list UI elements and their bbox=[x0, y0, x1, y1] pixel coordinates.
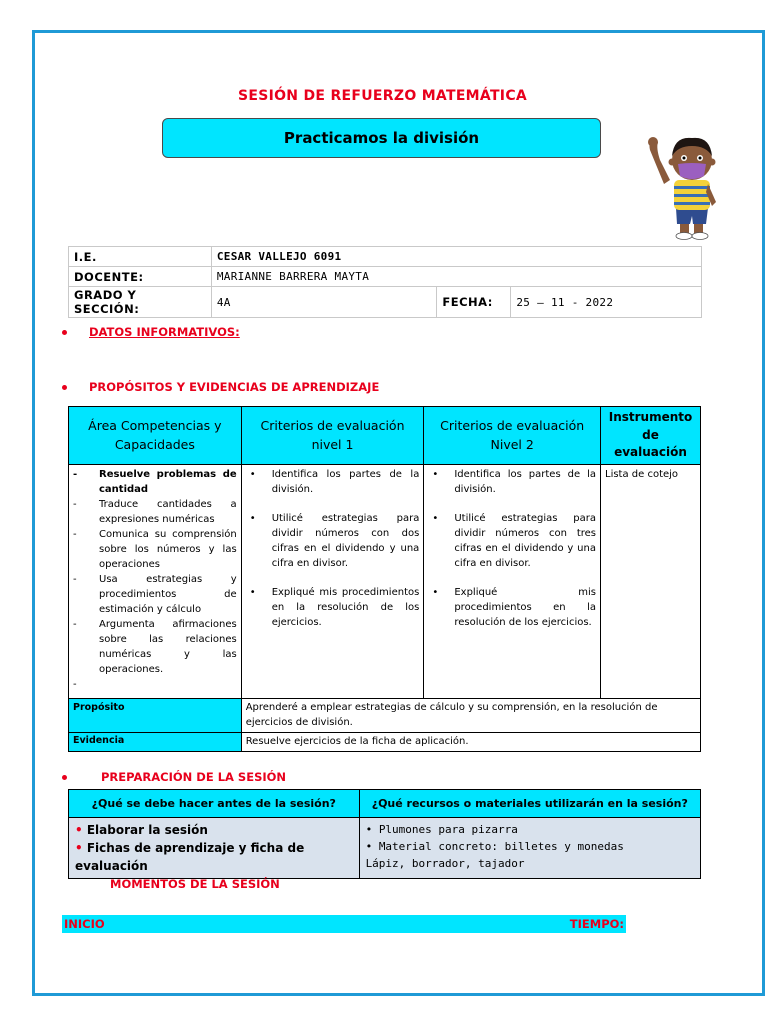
list-item: • Expliqué mis procedimientos en la resolución de los ejercicios. bbox=[246, 585, 420, 630]
proposito-label: Propósito bbox=[69, 699, 242, 733]
nivel2-cell bbox=[424, 465, 601, 699]
list-item: - Resuelve problemas de cantidad bbox=[73, 467, 237, 497]
waving-boy-illustration bbox=[644, 128, 728, 240]
table-row bbox=[69, 465, 701, 699]
list-item: • Utilicé estrategias para dividir números con tres cifras en el dividendo y una cifra en divisor. bbox=[428, 511, 596, 571]
info-table bbox=[68, 246, 702, 318]
nivel2-list bbox=[428, 467, 596, 630]
instrumento-cell: Lista de cotejo bbox=[601, 465, 701, 699]
table-row bbox=[69, 818, 701, 879]
table-row bbox=[69, 790, 701, 818]
evidencia-text: Resuelve ejercicios de la ficha de aplicación. bbox=[241, 733, 700, 752]
propositos-table bbox=[68, 406, 701, 752]
section-datos bbox=[62, 325, 240, 339]
table-row bbox=[69, 247, 702, 267]
bullet-icon bbox=[62, 775, 67, 780]
bullet-icon bbox=[62, 330, 67, 335]
list-item: • Elaborar la sesión bbox=[75, 823, 208, 837]
evidencia-label: Evidencia bbox=[69, 733, 242, 752]
list-item: • Identifica los partes de la división. bbox=[246, 467, 420, 497]
table-row bbox=[69, 267, 702, 287]
list-item: • Identifica los partes de la división. bbox=[428, 467, 596, 497]
section-propositos-label: PROPÓSITOS Y EVIDENCIAS DE APRENDIZAJE bbox=[89, 380, 380, 394]
grado-value: 4A bbox=[211, 287, 437, 318]
header-competencias: Área Competencias y Capacidades bbox=[69, 407, 242, 465]
section-momentos: MOMENTOS DE LA SESIÓN bbox=[110, 877, 280, 891]
nivel1-list bbox=[246, 467, 420, 630]
header-instrumento: Instrumento de evaluación bbox=[601, 407, 701, 465]
list-item: • Plumones para pizarra bbox=[365, 823, 518, 836]
section-preparacion-label: PREPARACIÓN DE LA SESIÓN bbox=[101, 770, 287, 784]
antes-cell bbox=[69, 818, 360, 879]
list-item: - Comunica su comprensión sobre los números y las operaciones bbox=[73, 527, 237, 572]
header-recursos: ¿Qué recursos o materiales utilizarán en la sesión? bbox=[359, 790, 700, 818]
table-row bbox=[69, 287, 702, 318]
preparacion-table bbox=[68, 789, 701, 879]
table-row bbox=[69, 733, 701, 752]
competencias-list bbox=[73, 467, 237, 677]
header-antes: ¿Qué se debe hacer antes de la sesión? bbox=[69, 790, 360, 818]
bullet-icon bbox=[62, 385, 67, 390]
nivel1-cell bbox=[241, 465, 424, 699]
section-propositos bbox=[62, 380, 379, 394]
recursos-cell bbox=[359, 818, 700, 879]
fecha-value: 25 – 11 - 2022 bbox=[511, 287, 702, 318]
docente-value: MARIANNE BARRERA MAYTA bbox=[211, 267, 701, 287]
proposito-text: Aprenderé a emplear estrategias de cálculo y su comprensión, en la resolución de ejercicios de división. bbox=[241, 699, 700, 733]
section-preparacion bbox=[62, 770, 286, 784]
list-item: - Usa estrategias y procedimientos de estimación y cálculo bbox=[73, 572, 237, 617]
list-item: - Traduce cantidades a expresiones numéricas bbox=[73, 497, 237, 527]
fecha-label: FECHA: bbox=[437, 287, 511, 318]
list-item: • Utilicé estrategias para dividir números con dos cifras en el dividendo y una cifra en divisor. bbox=[246, 511, 420, 571]
list-item: • Material concreto: billetes y monedas bbox=[365, 840, 624, 854]
inicio-label: INICIO bbox=[64, 917, 105, 931]
section-datos-label: DATOS INFORMATIVOS: bbox=[89, 325, 240, 339]
ie-value: CESAR VALLEJO 6091 bbox=[211, 247, 701, 267]
header-nivel1: Criterios de evaluación nivel 1 bbox=[241, 407, 424, 465]
ie-label: I.E. bbox=[69, 247, 212, 267]
tiempo-label: TIEMPO: bbox=[569, 917, 624, 931]
table-row bbox=[69, 407, 701, 465]
inicio-bar bbox=[62, 915, 626, 933]
competencias-cell bbox=[69, 465, 242, 699]
table-row bbox=[69, 699, 701, 733]
list-item: - Argumenta afirmaciones sobre las relaciones numéricas y las operaciones. bbox=[73, 617, 237, 677]
list-item: • Expliqué mis procedimientos en la resolución de los ejercicios. bbox=[428, 585, 596, 630]
subtitle-box bbox=[162, 118, 601, 158]
main-title: SESIÓN DE REFUERZO MATEMÁTICA bbox=[237, 88, 528, 104]
subtitle: Practicamos la división bbox=[283, 129, 480, 147]
list-item: • Fichas de aprendizaje y ficha de evaluación bbox=[75, 841, 305, 873]
list-item: Lápiz, borrador, tajador bbox=[365, 857, 525, 871]
docente-label: DOCENTE: bbox=[69, 267, 212, 287]
grado-label: GRADO Y SECCIÓN: bbox=[69, 287, 212, 318]
header-nivel2: Criterios de evaluación Nivel 2 bbox=[424, 407, 601, 465]
